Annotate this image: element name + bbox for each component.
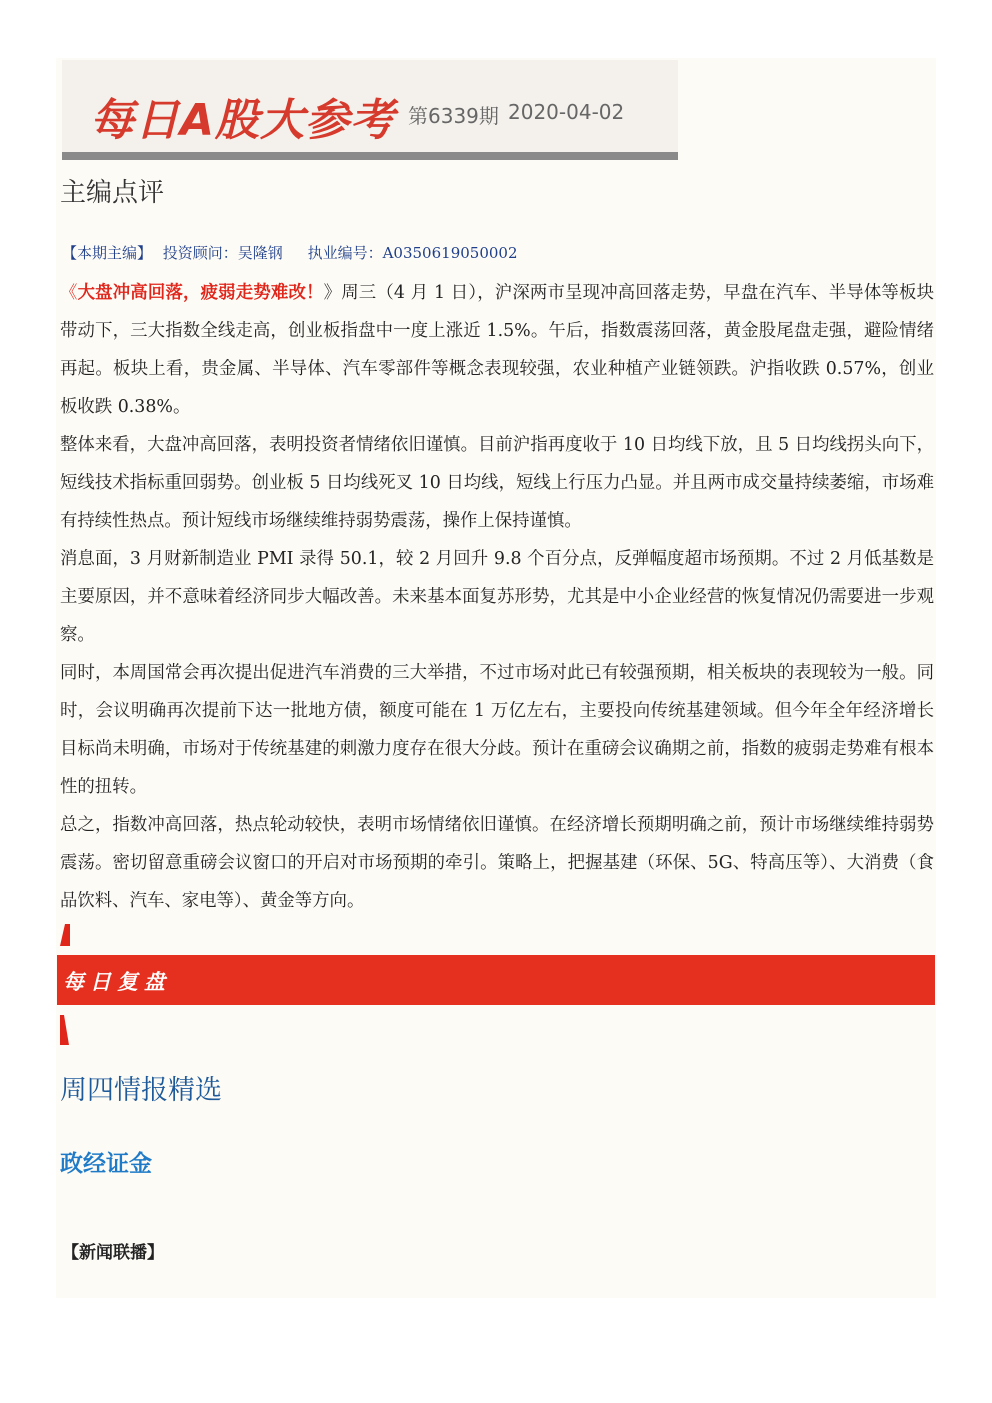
license-number: 执业编号：A0350619050002 — [307, 244, 518, 262]
masthead-divider — [62, 152, 678, 160]
banner-accent-bottom — [60, 1015, 69, 1045]
article-paragraph: 整体来看，大盘冲高回落，表明投资者情绪依旧谨慎。目前沪指再度收于 10 日均线下放，且 5 日均线拐头向下，短线技术指标重回弱势。创业板 5 日均线死叉 10 日均线，短线上行压力凸显。并且两市成交量持续萎缩，市场难有持续性热点。预计短线市场继续维持弱势震荡，操作上保持谨慎。 — [60, 435, 934, 531]
politics-section-title: 政经证金 — [60, 1151, 152, 1177]
masthead-title: 每日A股大参考 — [90, 95, 396, 146]
article-headline: 大盘冲高回落，疲弱走势难改！ — [77, 283, 324, 303]
open-quote: 《 — [60, 283, 78, 303]
paragraph-1-body: 周三（4 月 1 日），沪深两市呈现冲高回落走势，早盘在汽车、半导体等板块带动下，三大指数全线走高，创业板指盘中一度上涨近 1.5%。午后，指数震荡回落，黄金股尾盘走强，避险情绪再起。板块上看，贵金属、半导体、汽车零部件等概念表现较强，农业种植产业链领跌。沪指收跌 0.57%，创业板收跌 0.38%。 — [60, 283, 934, 417]
article-paragraph: 总之，指数冲高回落，热点轮动较快，表明市场情绪依旧谨慎。在经济增长预期明确之前，预计市场继续维持弱势震荡。密切留意重磅会议窗口的开启对市场预期的牵引。策略上，把握基建（环保、5G、特高压等）、大消费（食品饮料、汽车、家电等）、黄金等方向。 — [60, 815, 934, 911]
banner-accent-top — [60, 924, 70, 946]
editor-article — [60, 274, 934, 920]
article-paragraph: 消息面，3 月财新制造业 PMI 录得 50.1，较 2 月回升 9.8 个百分点，反弹幅度超市场预期。不过 2 月低基数是主要原因，并不意味着经济同步大幅改善。未来基本面复苏形势，尤其是中小企业经营的恢复情况仍需要进一步观察。 — [60, 549, 934, 645]
issue-date: 2020-04-02 — [508, 100, 625, 124]
masthead — [62, 60, 678, 160]
advisor-name: 投资顾问：吴隆钢 — [162, 244, 283, 262]
editor-comment-heading: 主编点评 — [60, 178, 165, 208]
editor-info — [62, 242, 524, 263]
banner-label: 每日复盘 — [63, 970, 171, 994]
issue-number: 第6339期 — [408, 104, 499, 128]
editor-tag: 【本期主编】 — [62, 244, 153, 262]
daily-review-banner — [57, 955, 935, 1005]
article-paragraph: 同时，本周国常会再次提出促进汽车消费的三大举措，不过市场对此已有较强预期，相关板块的表现较为一般。同时，会议明确再次提前下达一批地方债，额度可能在 1 万亿左右，主要投向传统基建领域。但今年全年经济增长目标尚未明确，市场对于传统基建的刺激力度存在很大分歧。预计在重磅会议确期之前，指数的疲弱走势难有根本性的扭转。 — [60, 663, 934, 797]
close-quote: 》 — [323, 283, 342, 303]
article-paragraph — [60, 274, 934, 426]
news-broadcast-title: 【新闻联播】 — [62, 1243, 164, 1263]
thursday-section-title: 周四情报精选 — [60, 1075, 222, 1106]
